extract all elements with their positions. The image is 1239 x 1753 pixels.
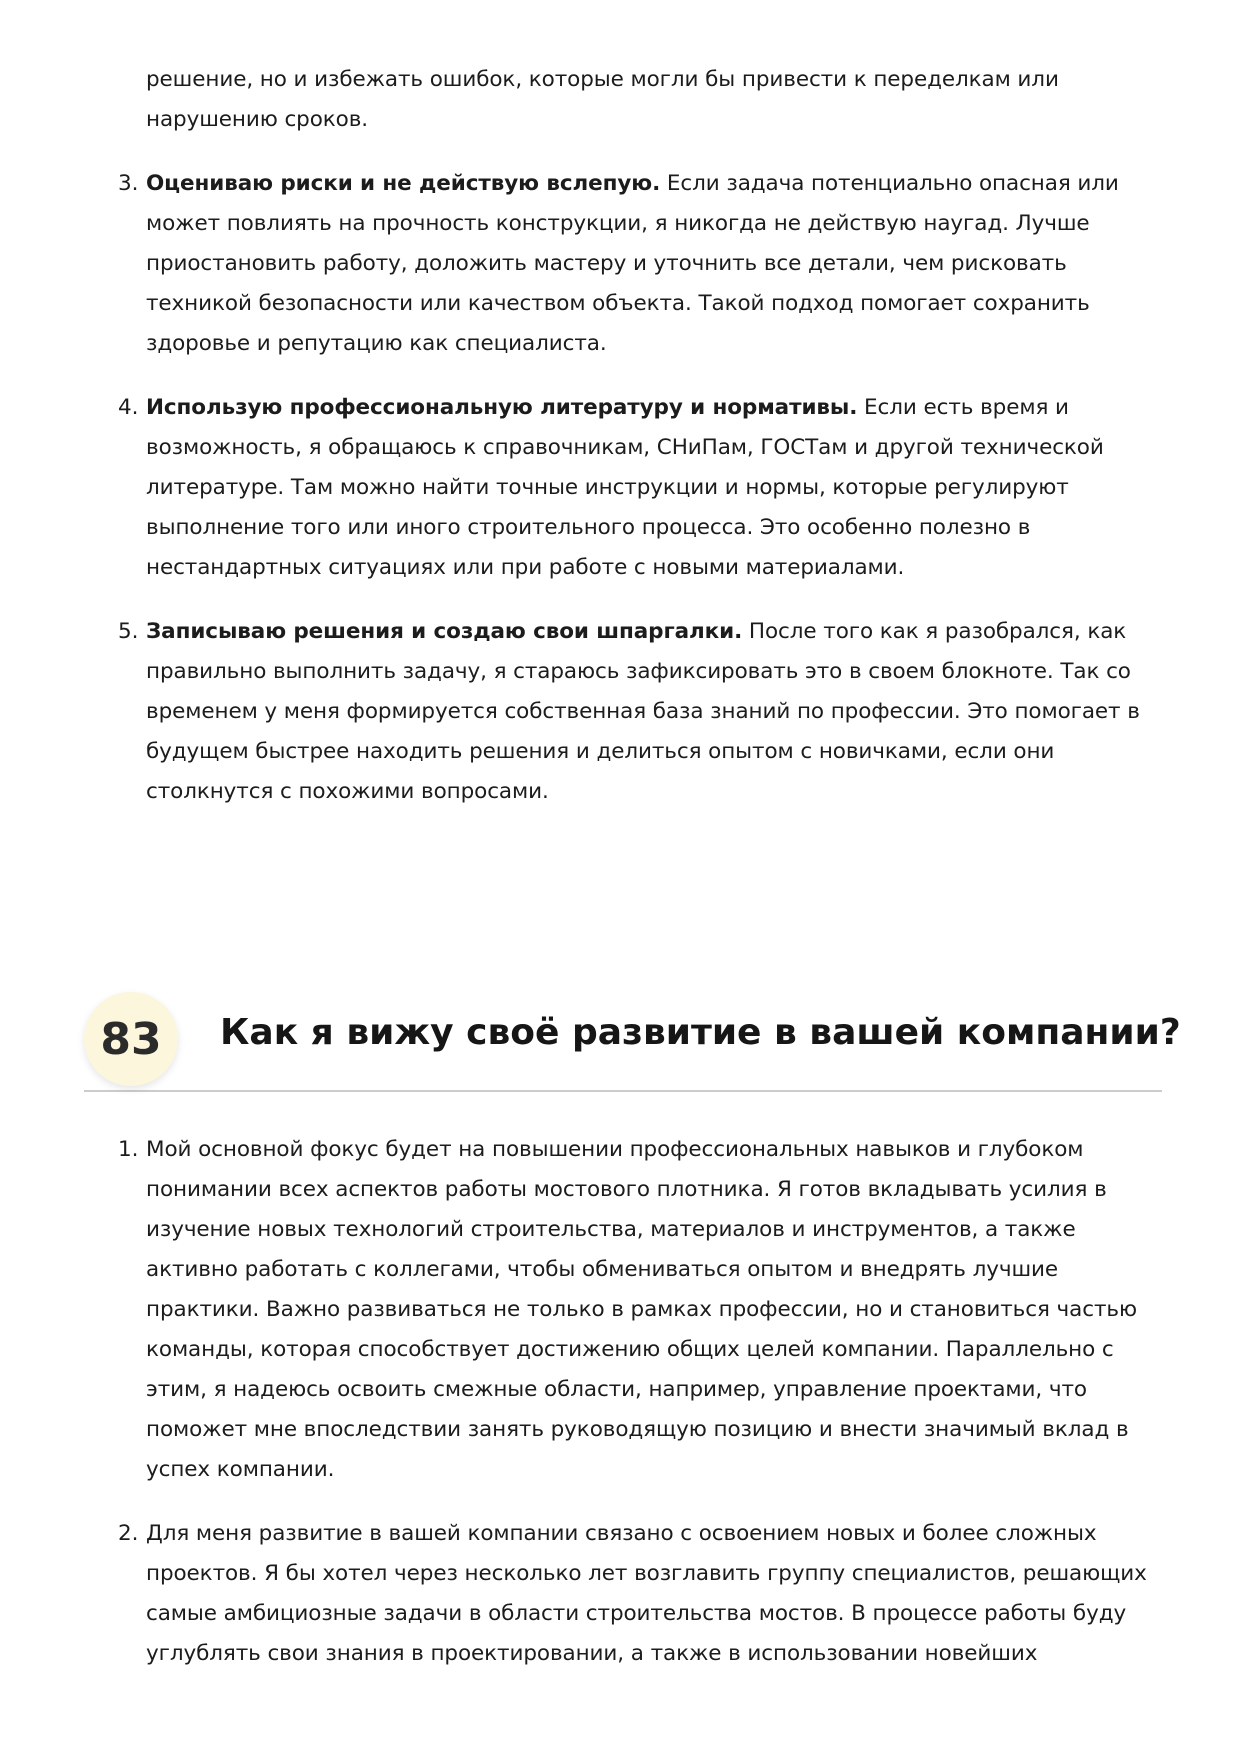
list-item-lead: Использую профессиональную литературу и нормативы. bbox=[146, 395, 858, 420]
list-number: 5. bbox=[118, 619, 139, 644]
list-item-1 bbox=[118, 1130, 1166, 1490]
list-item-text: решение, но и избежать ошибок, которые могли бы привести к переделкам или нарушению сроков. bbox=[146, 67, 1059, 132]
list-item-lead: Записываю решения и создаю свои шпаргалки. bbox=[146, 619, 743, 644]
list-item-text: Если есть время и возможность, я обращаюсь к справочникам, СНиПам, ГОСТам и другой технической литературе. Там можно найти точные инструкции и нормы, которые регулируют выполнение того или иного строительного процесса. Это особенно полезно в нестандартных ситуациях или при работе с новыми материалами. bbox=[146, 395, 1104, 580]
list-item-2 bbox=[118, 1514, 1166, 1674]
list-item-lead: Оцениваю риски и не действую вслепую. bbox=[146, 171, 661, 196]
list-item-3 bbox=[118, 164, 1166, 364]
list-item-text: Если задача потенциально опасная или может повлиять на прочность конструкции, я никогда не действую наугад. Лучше приостановить работу, доложить мастеру и уточнить все детали, чем рисковать техникой безопасности или качеством объекта. Такой подход помогает сохранить здоровье и репутацию как специалиста. bbox=[146, 171, 1119, 356]
section-number-badge: 83 bbox=[84, 992, 178, 1086]
section-title: Как я вижу своё развитие в вашей компании? bbox=[220, 1012, 1181, 1053]
list-number: 1. bbox=[118, 1137, 139, 1162]
list-item-text: После того как я разобрался, как правильно выполнить задачу, я стараюсь зафиксировать это в своем блокноте. Так со временем у меня формируется собственная база знаний по профессии. Это помогает в будущем быстрее находить решения и делиться опытом с новичками, если они столкнутся с похожими вопросами. bbox=[146, 619, 1140, 804]
list-item-continuation bbox=[146, 60, 1166, 140]
section-header bbox=[84, 988, 1181, 1092]
list-number: 4. bbox=[118, 395, 139, 420]
list-item-text: Для меня развитие в вашей компании связано с освоением новых и более сложных проектов. Я бы хотел через несколько лет возглавить группу специалистов, решающих самые амбициозные задачи в области строительства мостов. В процессе работы буду углублять свои знания в проектировании, а также в использовании новейших bbox=[146, 1521, 1147, 1666]
list-item-4 bbox=[118, 388, 1166, 588]
list-number: 2. bbox=[118, 1521, 139, 1546]
list-number: 3. bbox=[118, 171, 139, 196]
list-item-text: Мой основной фокус будет на повышении профессиональных навыков и глубоком понимании всех аспектов работы мостового плотника. Я готов вкладывать усилия в изучение новых технологий строительства, материалов и инструментов, а также активно работать с коллегами, чтобы обмениваться опытом и внедрять лучшие практики. Важно развиваться не только в рамках профессии, но и становиться частью команды, которая способствует достижению общих целей компании. Параллельно с этим, я надеюсь освоить смежные области, например, управление проектами, что поможет мне впоследствии занять руководящую позицию и внести значимый вклад в успех компании. bbox=[146, 1137, 1137, 1482]
list-item-5 bbox=[118, 612, 1166, 812]
